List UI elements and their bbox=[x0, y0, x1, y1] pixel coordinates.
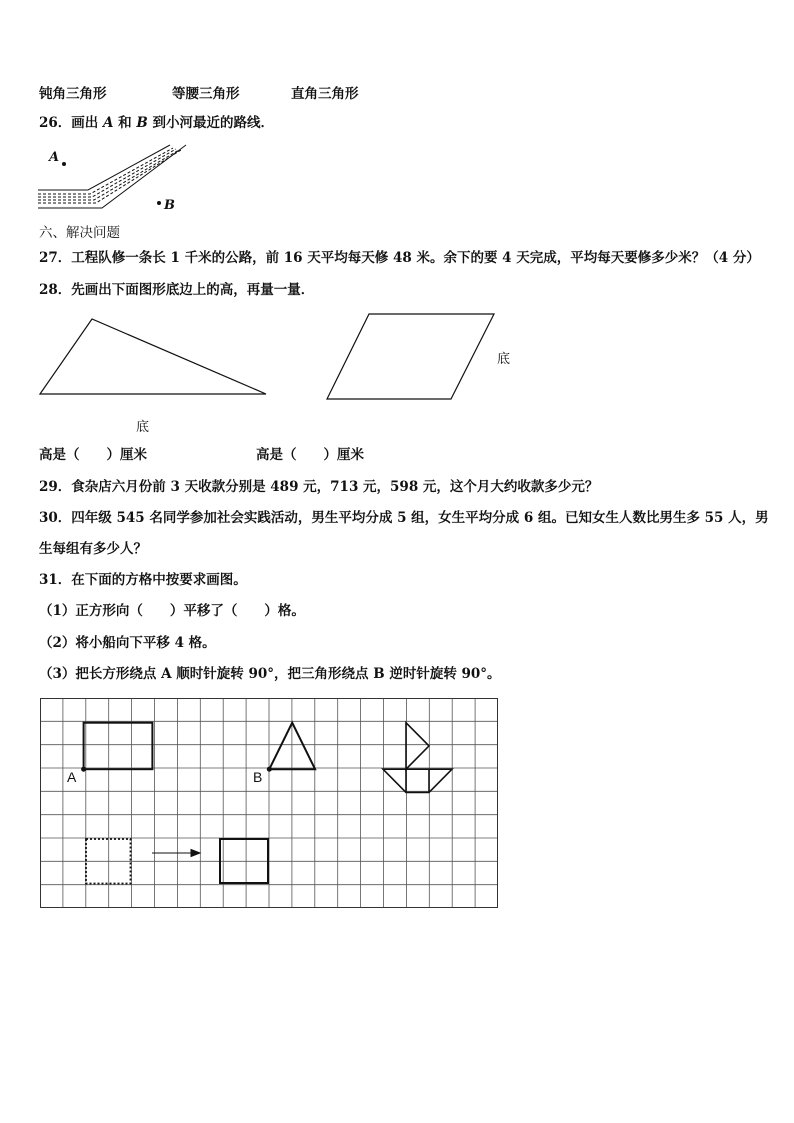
point-b-dot bbox=[267, 767, 272, 772]
river-label-b: B bbox=[164, 198, 175, 213]
triangle-height-answer: 高是（ ）厘米 bbox=[39, 447, 147, 463]
question-26 bbox=[39, 114, 274, 132]
parallelogram-base-label: 底 bbox=[497, 352, 511, 367]
river-label-a: A bbox=[49, 150, 60, 165]
parallelogram-height-answer: 高是（ ）厘米 bbox=[256, 447, 364, 463]
point-a-dot bbox=[81, 767, 86, 772]
option-right-triangle: 直角三角形 bbox=[291, 86, 359, 102]
drawing-grid[interactable] bbox=[40, 698, 498, 908]
triangle-base-label: 底 bbox=[136, 420, 150, 435]
question-31-sub1: （1）正方形向（ ）平移了（ ）格。 bbox=[39, 603, 305, 619]
grid-label-b: B bbox=[253, 769, 263, 785]
question-31-sub2: （2）将小船向下平移 4 格。 bbox=[39, 635, 216, 651]
question-30-line1: 30．四年级 545 名同学参加社会实践活动，男生平均分成 5 组，女生平均分成 6 组。已知女生人数比男生多 55 人，男 bbox=[39, 510, 769, 526]
triangle-figure bbox=[38, 316, 270, 398]
question-31: 31．在下面的方格中按要求画图。 bbox=[39, 572, 247, 588]
option-obtuse-triangle: 钝角三角形 bbox=[39, 86, 107, 102]
question-27: 27．工程队修一条长 1 千米的公路，前 16 天平均每天修 48 米。余下的要 4 天完成，平均每天要修多少米？（4 分） bbox=[39, 250, 760, 266]
question-30-line2: 生每组有多少人？ bbox=[39, 541, 147, 557]
grid-rectangle bbox=[84, 723, 153, 770]
q26-mid: 和 bbox=[113, 115, 137, 131]
q26-prefix: 26．画出 bbox=[39, 115, 103, 131]
q26-point-b: B bbox=[136, 115, 148, 131]
section-heading: 六、解决问题 bbox=[39, 225, 120, 241]
question-29: 29．食杂店六月份前 3 天收款分别是 489 元，713 元，598 元，这个月大约收款多少元？ bbox=[39, 479, 599, 495]
parallelogram-figure bbox=[325, 312, 497, 402]
option-isosceles-triangle: 等腰三角形 bbox=[172, 86, 240, 102]
arrow-icon bbox=[152, 850, 200, 857]
grid-boat bbox=[383, 723, 452, 793]
q26-suffix: 到小河最近的路线． bbox=[147, 115, 275, 131]
grid-label-a: A bbox=[67, 769, 77, 785]
question-31-sub3: （3）把长方形绕点 A 顺时针旋转 90°，把三角形绕点 B 逆时针旋转 90°。 bbox=[39, 666, 501, 682]
question-28: 28．先画出下面图形底边上的高，再量一量． bbox=[39, 282, 315, 298]
q26-point-a: A bbox=[103, 115, 114, 131]
